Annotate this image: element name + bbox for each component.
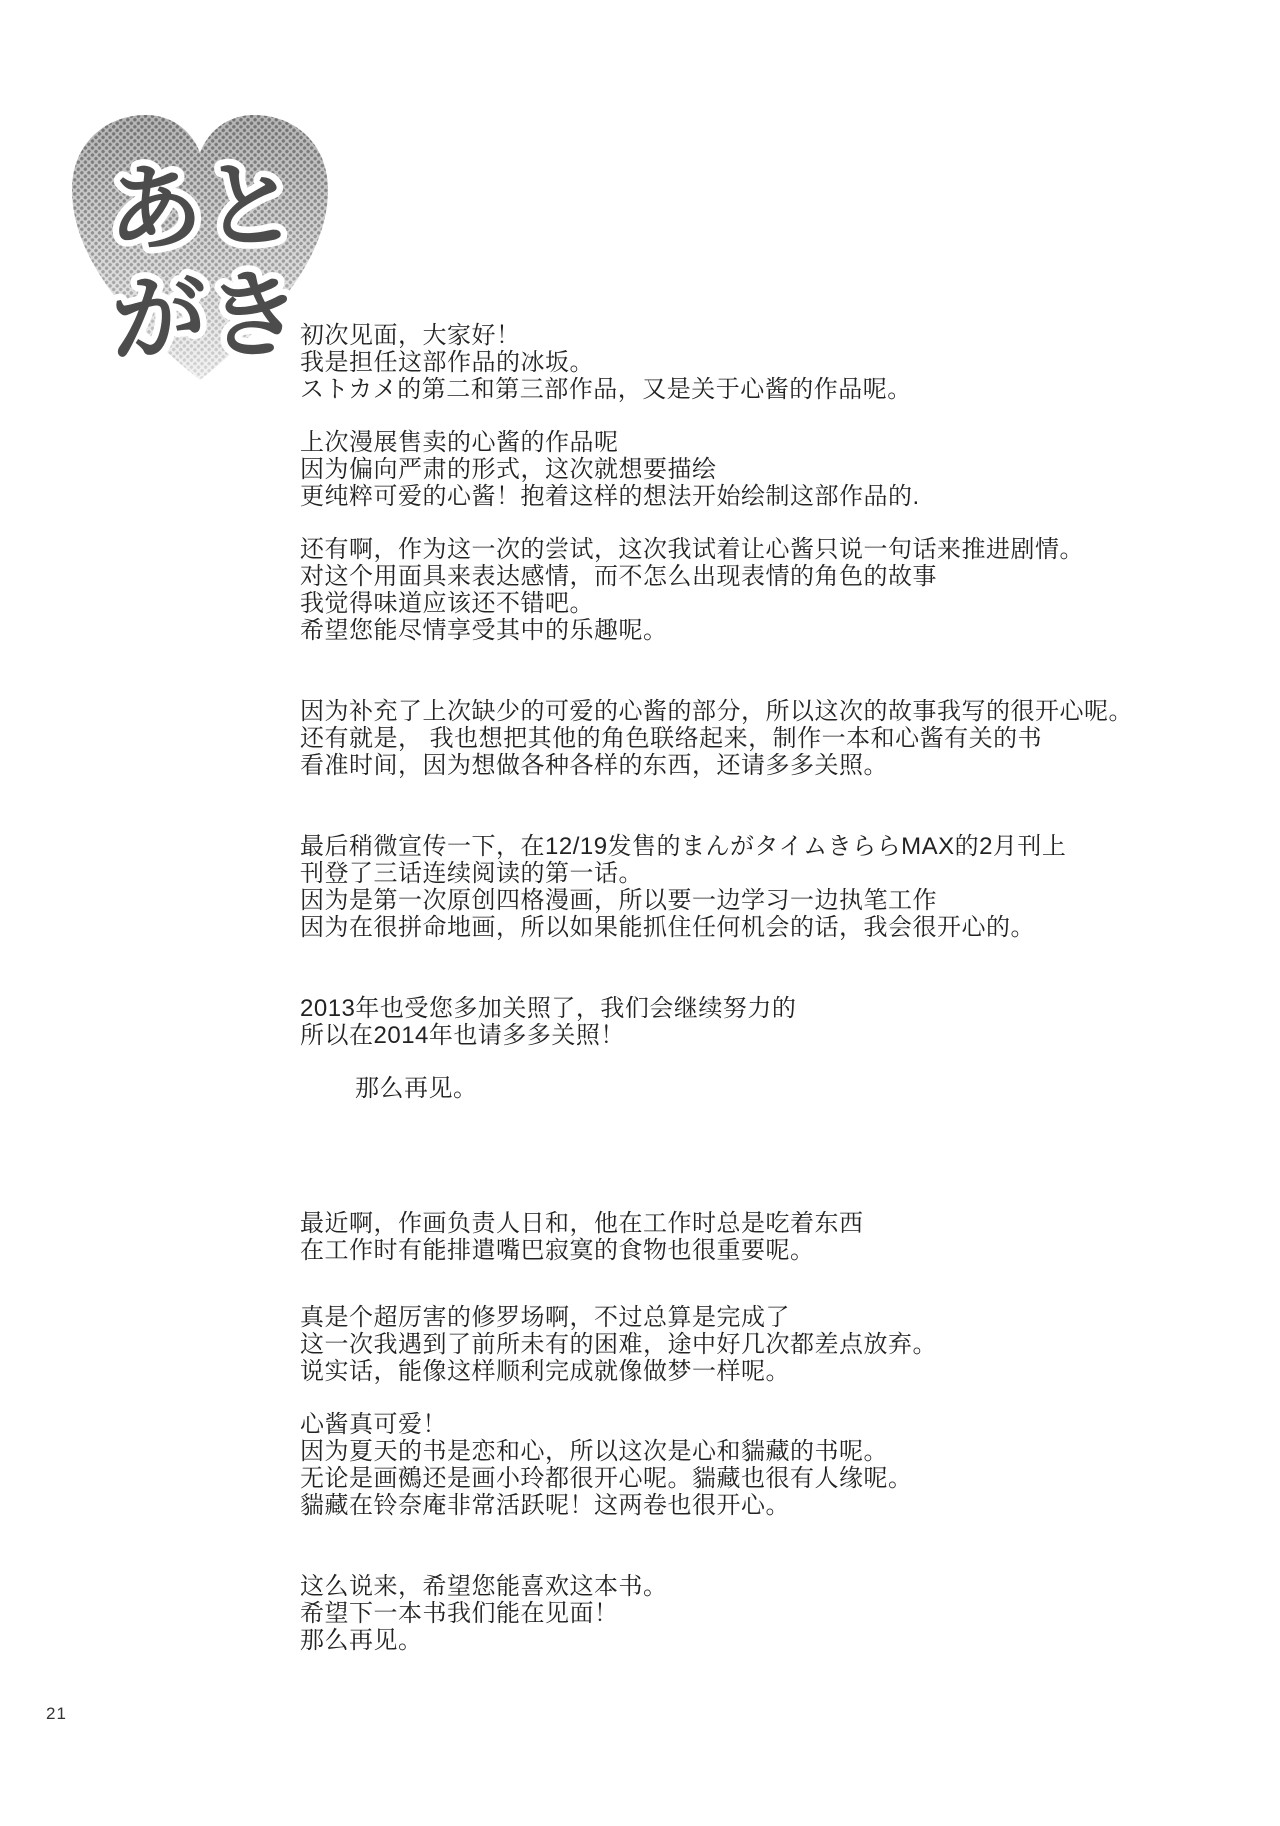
afterword-text (300, 322, 1133, 1654)
text-line: 我是担任这部作品的冰坂。 (300, 349, 594, 376)
paragraph (300, 1304, 1010, 1385)
text-line: ストカメ的第二和第三部作品，又是关于心酱的作品呢。 (300, 376, 912, 403)
text-line: 2013年也受您多加关照了，我们会继续努力的 (300, 995, 797, 1022)
paragraph (300, 698, 1133, 779)
text-line: 貒藏在铃奈庵非常活跃呢！这两卷也很开心。 (300, 1492, 790, 1519)
text-line: 希望您能尽情享受其中的乐趣呢。 (300, 617, 668, 644)
text-line: 我觉得味道应该还不错吧。 (300, 590, 594, 617)
text-line: 因为补充了上次缺少的可爱的心酱的部分，所以这次的故事我写的很开心呢。 (300, 698, 1133, 725)
text-line: 无论是画鵺还是画小玲都很开心呢。貒藏也很有人缘呢。 (300, 1465, 913, 1492)
text-line: 还有啊，作为这一次的尝试，这次我试着让心酱只说一句话来推进剧情。 (300, 536, 1084, 563)
paragraph (300, 1411, 1010, 1519)
text-line: 真是个超厉害的修罗场啊，不过总算是完成了 (300, 1304, 790, 1331)
paragraph (300, 1075, 1010, 1102)
text-line: 这一次我遇到了前所未有的困难，途中好几次都差点放弃。 (300, 1331, 937, 1358)
text-line: 因为夏天的书是恋和心，所以这次是心和貒藏的书呢。 (300, 1438, 888, 1465)
text-line: 最近啊，作画负责人日和，他在工作时总是吃着东西 (300, 1210, 864, 1237)
text-line: 心酱真可爱！ (300, 1411, 447, 1438)
page-number: 21 (46, 1704, 67, 1723)
text-line: 对这个用面具来表达感情，而不怎么出现表情的角色的故事 (300, 563, 937, 590)
paragraph (300, 833, 1067, 941)
text-line: 还有就是， 我也想把其他的角色联络起来，制作一本和心酱有关的书 (300, 725, 1043, 752)
text-line: 希望下一本书我们能在见面！ (300, 1600, 619, 1627)
text-line: 更纯粹可爱的心酱！抱着这样的想法开始绘制这部作品的. (300, 483, 920, 510)
text-line: 在工作时有能排遣嘴巴寂寞的食物也很重要呢。 (300, 1237, 815, 1264)
text-line: 最后稍微宣传一下，在12/19发售的まんがタイムきららMAX的2月刊上 (300, 833, 1067, 860)
text-line: 初次见面，大家好！ (300, 322, 521, 349)
heart-title-line1: あと (105, 151, 300, 265)
text-line: 说实话，能像这样顺利完成就像做梦一样呢。 (300, 1358, 790, 1385)
paragraph (300, 536, 1084, 644)
paragraph (300, 995, 1010, 1049)
text-line: 因为是第一次原创四格漫画，所以要一边学习一边执笔工作 (300, 887, 937, 914)
text-line: 因为偏向严肃的形式，这次就想要描绘 (300, 456, 717, 483)
text-line: 上次漫展售卖的心酱的作品呢 (300, 429, 619, 456)
paragraph (300, 1210, 1010, 1264)
paragraph (300, 322, 1010, 403)
text-line: 那么再见。 (300, 1627, 423, 1654)
text-line: 刊登了三话连续阅读的第一话。 (300, 860, 643, 887)
text-line: 所以在2014年也请多多关照！ (300, 1022, 625, 1049)
paragraph (300, 1573, 1010, 1654)
heart-title-line2: がき (109, 261, 304, 375)
paragraph (300, 429, 1010, 510)
text-line: 那么再见。 (355, 1075, 478, 1102)
text-line: 因为在很拼命地画，所以如果能抓住任何机会的话，我会很开心的。 (300, 914, 1035, 941)
text-line: 这么说来，希望您能喜欢这本书。 (300, 1573, 668, 1600)
text-line: 看准时间，因为想做各种各样的东西，还请多多关照。 (300, 752, 888, 779)
